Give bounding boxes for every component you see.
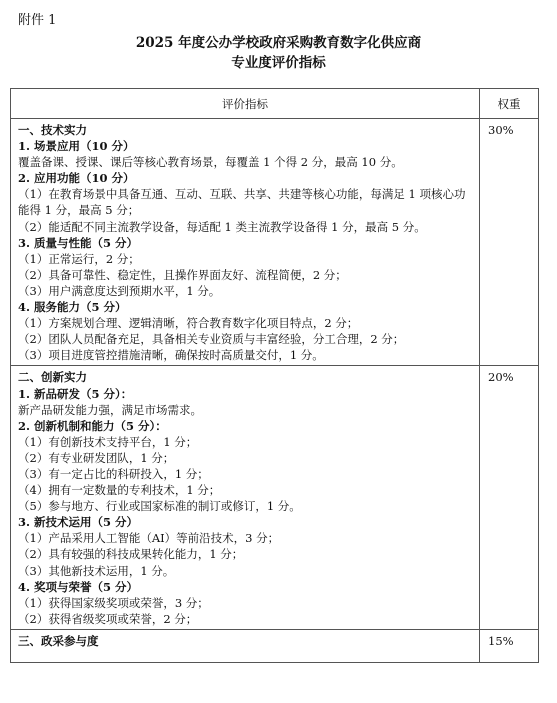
criteria-line: （2）获得省级奖项或荣誉，2 分； [18,611,198,626]
criteria-line: （2）有专业研发团队，1 分； [18,450,175,465]
subsection-title: 1. 场景应用（10 分） [18,139,135,154]
criteria-line: （2）团队人员配备充足，具备相关专业资质与丰富经验，分工合理，2 分； [18,332,405,347]
header-weight: 权重 [480,89,539,119]
subsection-title: 4. 奖项与荣誉（5 分） [18,579,139,594]
subsection-title: 2. 创新机制和能力（5 分）： [18,418,167,433]
criteria-line: （4）拥有一定数量的专利技术，1 分； [18,483,221,498]
evaluation-table [10,88,539,663]
table-row [11,119,539,366]
criteria-line: （3）其他新技术运用，1 分。 [18,563,175,578]
criteria-line: 新产品研发能力强，满足市场需求。 [18,402,202,417]
header-criteria: 评价指标 [11,89,480,119]
criteria-line: （1）在教育场景中具备互通、互动、互联、共享、共建等核心功能，每满足 1 项核心功能得 1 分，最高 5 分； [18,187,466,218]
attachment-label: 附件 1 [18,13,57,28]
subsection-title: 3. 质量与性能（5 分） [18,235,139,250]
criteria-line: （2）具备可靠性、稳定性，且操作界面友好、流程简便，2 分； [18,267,347,282]
criteria-cell [11,629,480,662]
table-row [11,366,539,630]
criteria-line: （2）能适配不同主流教学设备，每适配 1 类主流教学设备得 1 分，最高 5 分。 [18,219,426,234]
criteria-line: （1）获得国家级奖项或荣誉，3 分； [18,595,209,610]
section-heading: 三、政采参与度 [18,633,99,648]
document-title: 2025 年度公办学校政府采购教育数字化供应商 [135,35,422,51]
criteria-line: （1）产品采用人工智能（AI）等前沿技术，3 分； [18,531,280,546]
criteria-cell [11,366,480,630]
weight-cell: 20% [480,366,539,630]
criteria-line: （1）方案规划合理、逻辑清晰，符合教育数字化项目特点，2 分； [18,316,359,331]
criteria-line: （1）正常运行，2 分； [18,251,140,266]
weight-cell: 30% [480,119,539,366]
criteria-line: （5）参与地方、行业或国家标准的制订或修订，1 分。 [18,499,301,514]
subsection-title: 3. 新技术运用（5 分） [18,515,139,530]
subsection-title: 1. 新品研发（5 分）： [18,386,133,401]
document-subtitle: 专业度评价指标 [231,55,326,71]
table-header-row [11,89,539,119]
table-row [11,629,539,662]
criteria-cell [11,119,480,366]
criteria-line: （2）具有较强的科技成果转化能力，1 分； [18,547,244,562]
criteria-line: 覆盖备课、授课、课后等核心教育场景，每覆盖 1 个得 2 分，最高 10 分。 [18,155,403,170]
weight-cell: 15% [480,629,539,662]
section-heading: 二、创新实力 [18,370,87,385]
criteria-line: （3）用户满意度达到预期水平，1 分。 [18,283,221,298]
criteria-line: （3）项目进度管控措施清晰，确保按时高质量交付，1 分。 [18,348,324,363]
section-heading: 一、技术实力 [18,123,87,137]
criteria-line: （1）有创新技术支持平台，1 分； [18,434,198,449]
criteria-line: （3）有一定占比的科研投入，1 分； [18,466,209,481]
subsection-title: 4. 服务能力（5 分） [18,300,127,315]
subsection-title: 2. 应用功能（10 分） [18,171,135,186]
